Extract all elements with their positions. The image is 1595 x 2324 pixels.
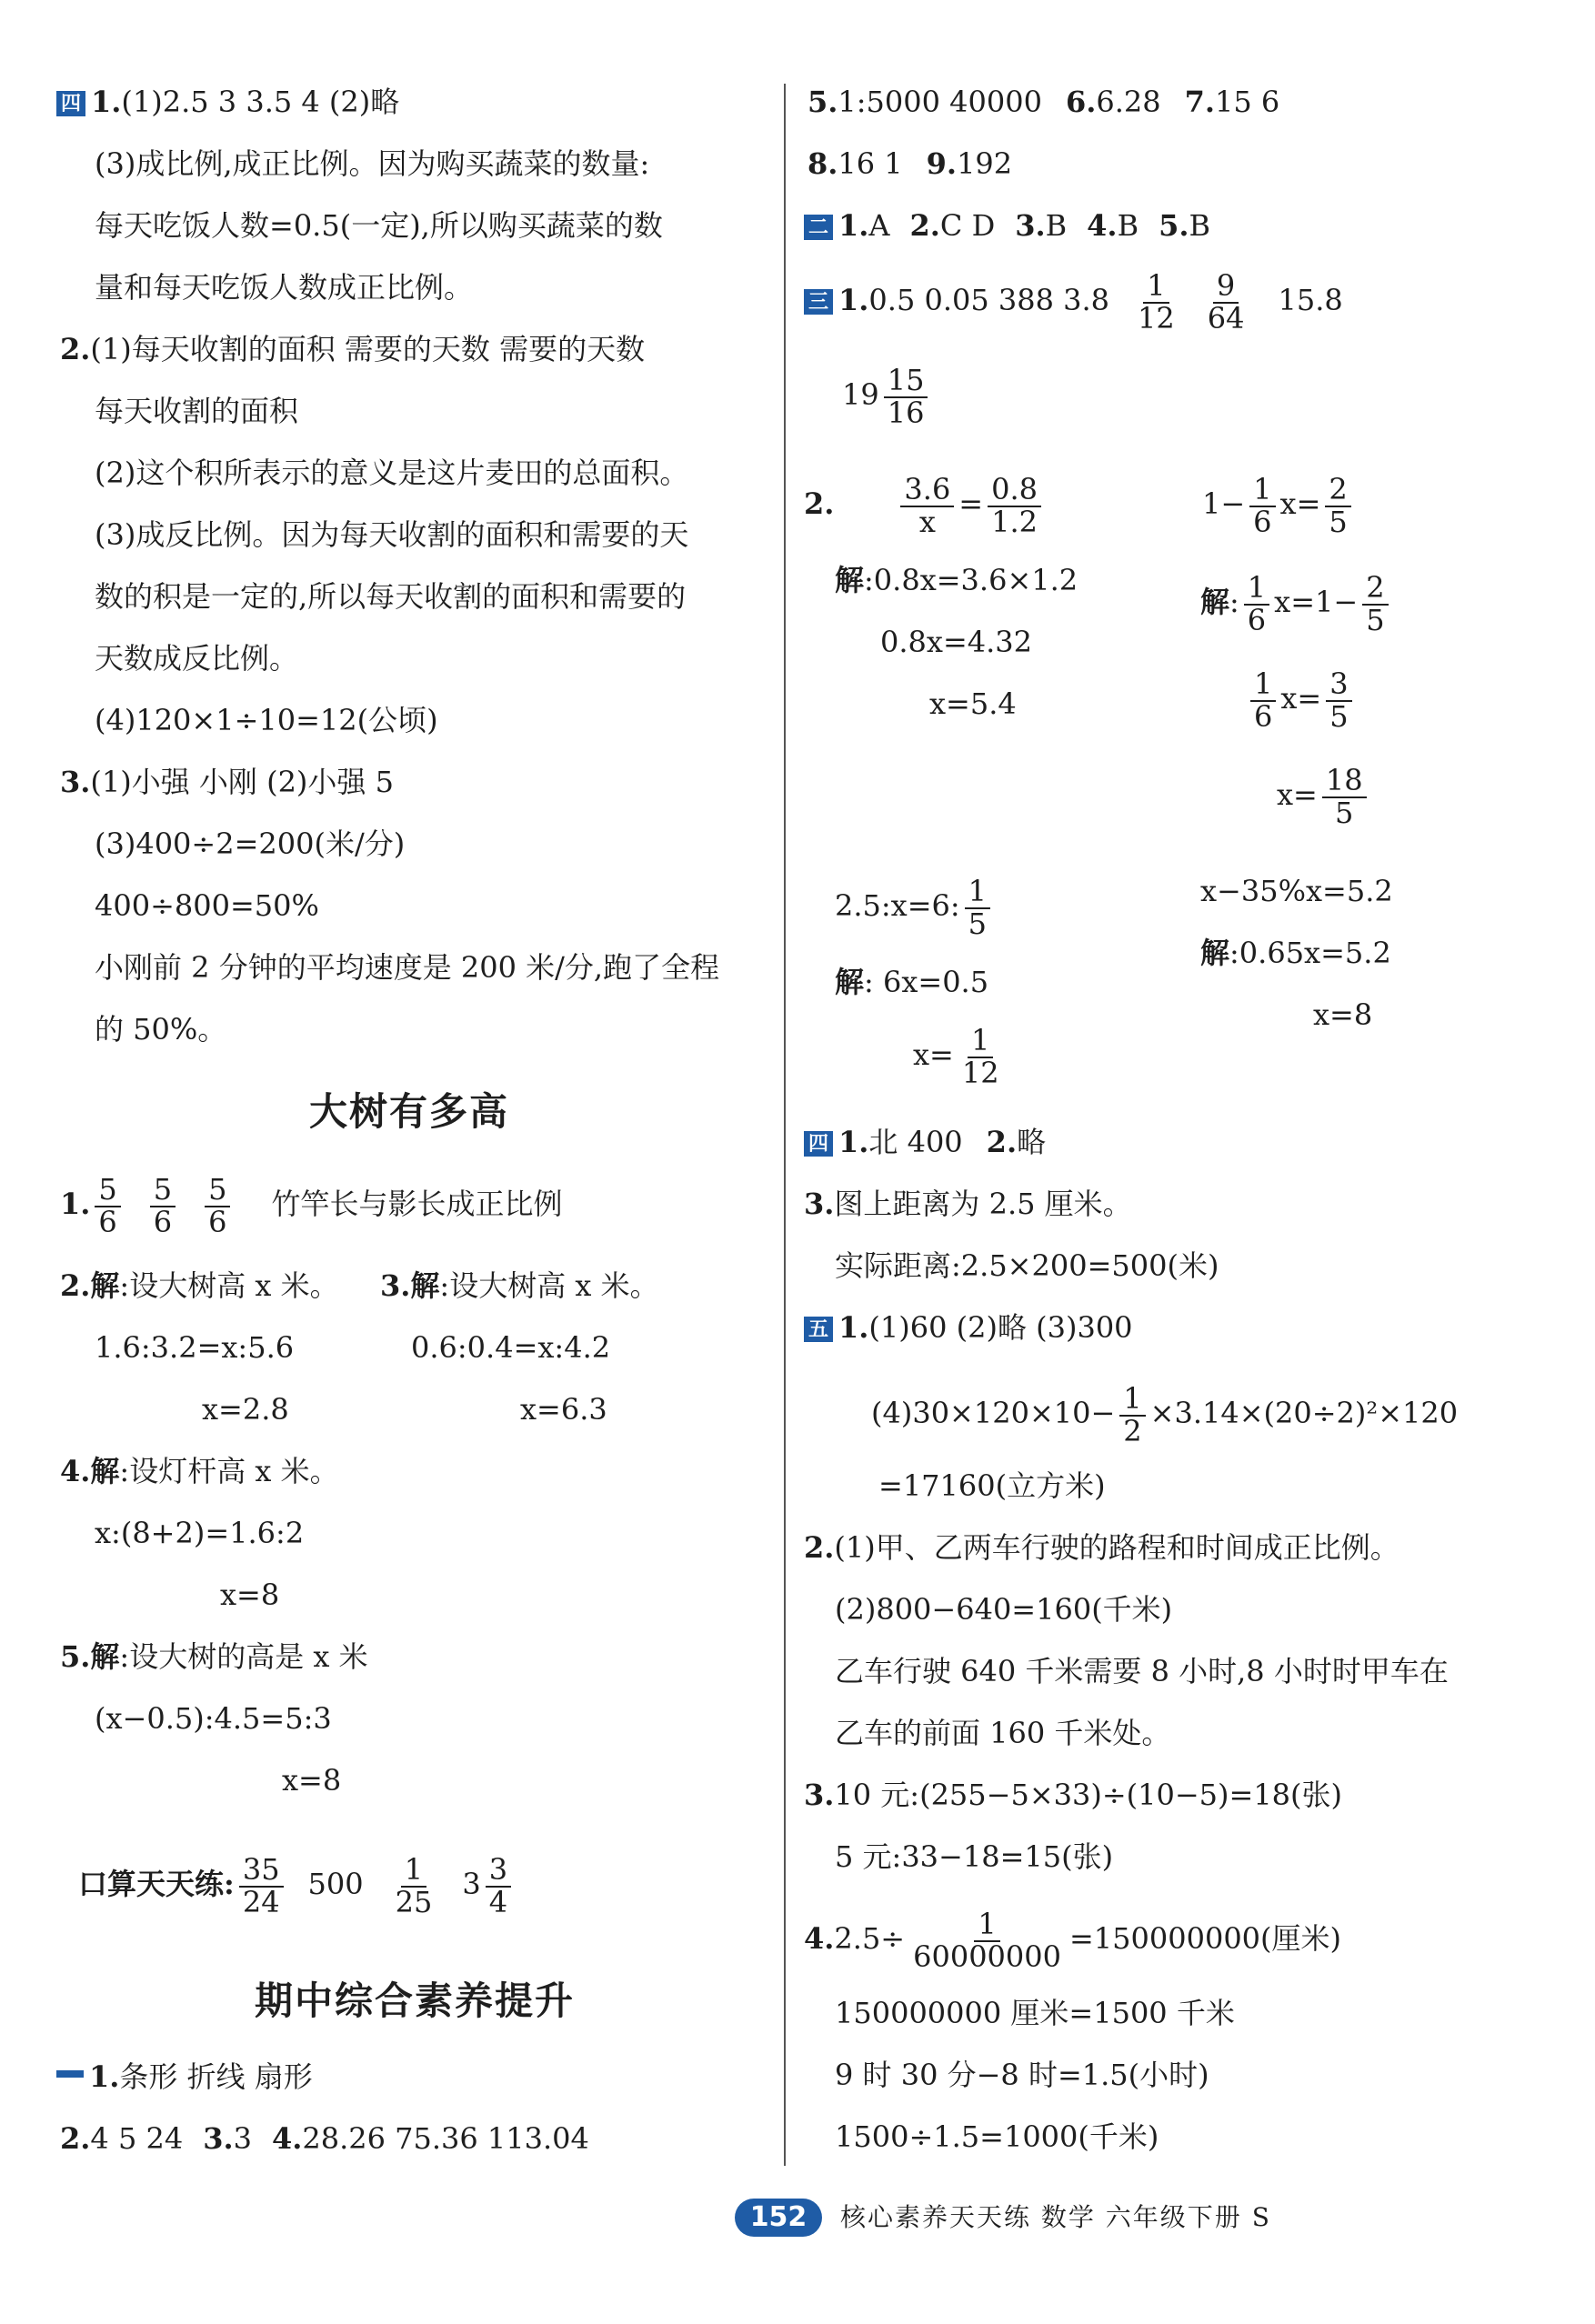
line: 2.解:设大树高 x 米。 [60, 1268, 339, 1303]
line: 的 50%。 [95, 1012, 227, 1047]
line: 量和每天吃饭人数成正比例。 [95, 270, 474, 305]
fraction: $\frac{5}{6}$ [205, 1175, 230, 1237]
line: x= $\frac{18}{5}$ [1277, 766, 1371, 828]
fraction: $\frac{18}{5}$ [1322, 766, 1367, 828]
line: 0.8x=4.32 [880, 625, 1032, 659]
column-divider [784, 84, 786, 2166]
fraction: $\frac{1}{6}$ [1244, 573, 1269, 636]
fraction: $\frac{1}{5}$ [965, 877, 990, 939]
line: 3.图上距离为 2.5 厘米。 [804, 1187, 1132, 1221]
page-number: 152 [735, 2199, 822, 2237]
fraction: $\frac{3}{4}$ [486, 1855, 511, 1918]
line: 4.解:设灯杆高 x 米。 [60, 1454, 339, 1488]
line: 19 $\frac{15}{16}$ [842, 366, 932, 428]
line: x=5.4 [929, 686, 1017, 721]
line: 二 1.A 2.C D 3.B 4.B 5.B [804, 205, 1210, 245]
line: 三 1.0.5 0.05 388 3.8 $\frac{1}{12}$ $\frac{9}{64}$ 15.8 [804, 271, 1343, 334]
fraction: $\frac{3}{5}$ [1326, 669, 1351, 732]
line: 解: 6x=0.5 [835, 965, 989, 999]
fraction: $\frac{2}{5}$ [1325, 475, 1350, 537]
line: 解:0.65x=5.2 [1200, 936, 1391, 970]
line: 8.16 1 9.192 [808, 146, 1013, 181]
line: 2.4 5 24 3.3 4.28.26 75.36 113.04 [60, 2121, 589, 2156]
fraction: $\frac{1}{6}$ [1249, 475, 1275, 537]
line: x=8 [220, 1578, 280, 1612]
line: 1500÷1.5=1000(千米) [835, 2119, 1159, 2154]
section-badge: 四 [56, 91, 85, 116]
line: 1. $\frac{5}{6}$ $\frac{5}{6}$ $\frac{5}{6}$ 竹竿长与影长成正比例 [60, 1172, 563, 1239]
line: (2)800−640=160(千米) [835, 1592, 1173, 1627]
line: 3.解:设大树高 x 米。 [380, 1268, 659, 1303]
line: 0.6:0.4=x:4.2 [411, 1330, 611, 1365]
line: x−35%x=5.2 [1200, 874, 1393, 908]
fraction: $\frac{1}{25}$ [395, 1852, 433, 1919]
line: 五 1.(1)60 (2)略 (3)300 [804, 1307, 1133, 1347]
line: (x−0.5):4.5=5:3 [95, 1701, 332, 1736]
fraction: $\frac{1}{6}$ [1250, 669, 1276, 732]
line: 1− $\frac{1}{6}$ x= $\frac{2}{5}$ [1202, 475, 1356, 537]
section-title: 大树有多高 [309, 1089, 510, 1134]
footer-book-title: 核心素养天天练 数学 六年级下册 S [840, 2202, 1271, 2232]
section-title: 期中综合素养提升 [255, 1978, 576, 2023]
section-badge: 四 [804, 1131, 833, 1157]
section-badge: 三 [804, 289, 833, 315]
fraction: $\frac{5}{6}$ [150, 1175, 176, 1237]
fraction: $\frac{35}{24}$ [239, 1855, 284, 1918]
line: (4)120×1÷10=12(公顷) [95, 703, 438, 737]
line: 1.6:3.2=x:5.6 [95, 1330, 295, 1365]
line: 400÷800=50% [95, 888, 319, 923]
line: 乙车的前面 160 千米处。 [835, 1716, 1171, 1750]
fraction: $\frac{3.6}{x}$ [900, 475, 954, 537]
line: 5.1:5000 40000 6.6.28 7.15 6 [808, 85, 1280, 119]
line: x= $\frac{1}{12}$ [913, 1026, 1008, 1088]
line: x=2.8 [202, 1392, 289, 1427]
line: 2.(1)每天收割的面积 需要的天数 需要的天数 [60, 332, 646, 366]
line: 每天收割的面积 [95, 394, 299, 428]
line: x=8 [282, 1763, 342, 1798]
line: 5.解:设大树的高是 x 米 [60, 1639, 368, 1674]
line: 3.(1)小强 小刚 (2)小强 5 [60, 765, 394, 799]
line: 9 时 30 分−8 时=1.5(小时) [835, 2058, 1209, 2092]
line: 150000000 厘米=1500 千米 [835, 1996, 1235, 2030]
fraction: $\frac{9}{64}$ [1207, 268, 1245, 336]
fraction: $\frac{15}{16}$ [884, 366, 928, 428]
line: 1.条形 折线 扇形 [56, 2057, 313, 2097]
line: 4.2.5÷ $\frac{1}{60000000}$ =150000000(厘米) [804, 1907, 1342, 1974]
line: 2.(1)甲、乙两车行驶的路程和时间成正比例。 [804, 1530, 1399, 1565]
fraction: $\frac{2}{5}$ [1362, 573, 1388, 636]
oral-practice-line: 口算天天练: $\frac{35}{24}$ 500 $\frac{1}{25}$ 3 $\frac{3}{4}$ [78, 1855, 516, 1918]
fraction: $\frac{1}{2}$ [1119, 1384, 1145, 1447]
section-badge [56, 2070, 84, 2078]
fraction: $\frac{1}{60000000}$ [913, 1907, 1061, 1974]
line: 数的积是一定的,所以每天收割的面积和需要的 [95, 579, 687, 614]
line: 解: $\frac{1}{6}$ x=1− $\frac{2}{5}$ [1200, 573, 1393, 636]
line: 实际距离:2.5×200=500(米) [835, 1248, 1219, 1283]
line: 2.5:x=6: $\frac{1}{5}$ [835, 877, 995, 939]
line: (3)成反比例。因为每天收割的面积和需要的天 [95, 517, 689, 552]
line: (3)成比例,成正比例。因为购买蔬菜的数量: [95, 146, 650, 181]
line: 天数成反比例。 [95, 641, 299, 676]
section-badge: 二 [804, 215, 833, 240]
line: $\frac{1}{6}$ x= $\frac{3}{5}$ [1246, 669, 1357, 732]
line: (2)这个积所表示的意义是这片麦田的总面积。 [95, 456, 689, 490]
line: =17160(立方米) [878, 1468, 1106, 1503]
line: 5 元:33−18=15(张) [835, 1839, 1114, 1874]
line: 每天吃饭人数=0.5(一定),所以购买蔬菜的数 [95, 208, 663, 243]
line: x:(8+2)=1.6:2 [95, 1516, 305, 1550]
line: 四 1.(1)2.5 3 3.5 4 (2)略 [56, 82, 399, 122]
fraction: $\frac{1}{12}$ [961, 1023, 999, 1090]
section-badge: 五 [804, 1317, 833, 1342]
fraction: $\frac{5}{6}$ [95, 1175, 120, 1237]
line: (3)400÷2=200(米/分) [95, 826, 406, 861]
line: x=8 [1313, 997, 1373, 1032]
line: x=6.3 [520, 1392, 607, 1427]
line: 乙车行驶 640 千米需要 8 小时,8 小时时甲车在 [835, 1654, 1449, 1688]
fraction: $\frac{1}{12}$ [1138, 268, 1175, 336]
line: 3.10 元:(255−5×33)÷(10−5)=18(张) [804, 1778, 1343, 1812]
line: (4)30×120×10− $\frac{1}{2}$ ×3.14×(20÷2)²×120 [871, 1381, 1459, 1448]
line: 四 1.北 400 2.略 [804, 1122, 1046, 1162]
line: 小刚前 2 分钟的平均速度是 200 米/分,跑了全程 [95, 950, 720, 985]
line: 解:0.8x=3.6×1.2 [835, 563, 1078, 597]
line: 2. $\frac{3.6}{x}$ = $\frac{0.8}{1.2}$ [804, 475, 1046, 537]
fraction: $\frac{0.8}{1.2}$ [988, 475, 1041, 537]
